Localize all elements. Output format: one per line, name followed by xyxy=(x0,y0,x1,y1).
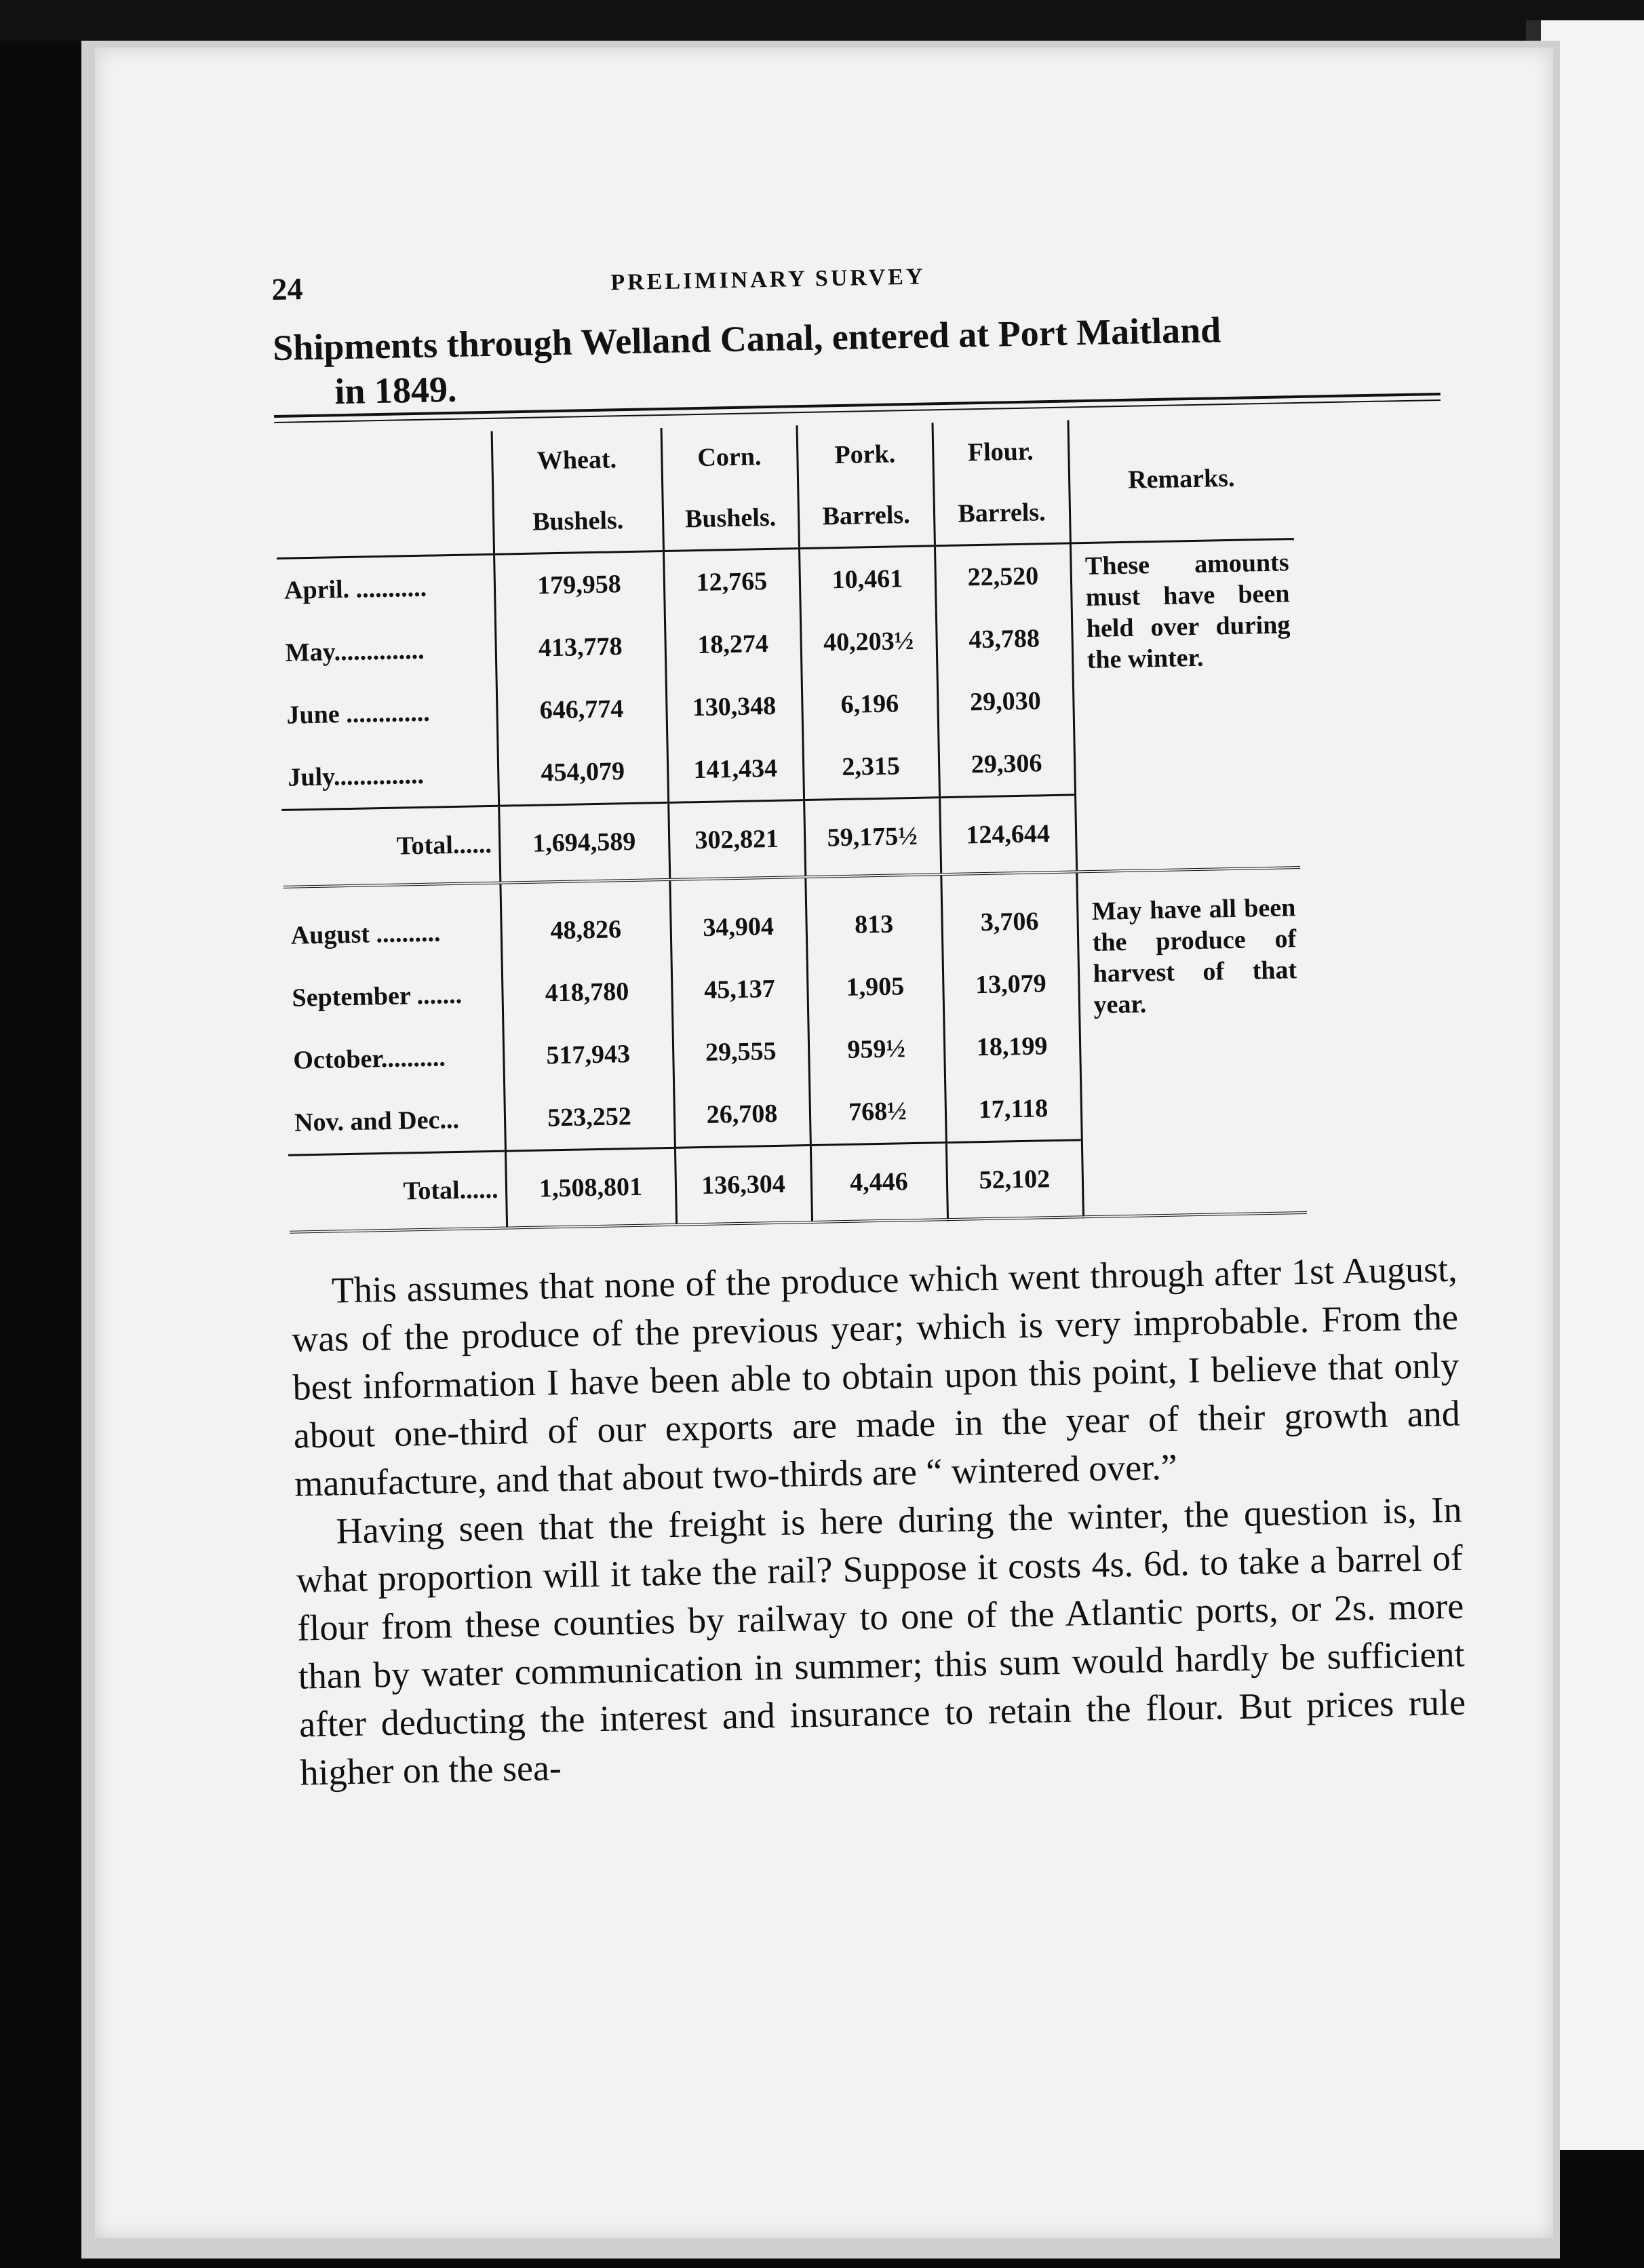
page-content xyxy=(271,249,1467,1797)
total-wheat: 1,508,801 xyxy=(505,1148,676,1228)
cell-corn: 141,434 xyxy=(667,737,804,802)
total-corn: 302,821 xyxy=(668,800,805,880)
cell-wheat: 179,958 xyxy=(494,551,665,617)
cell-pork: 2,315 xyxy=(802,734,939,800)
remark-section-2: May have all been the produce of harvest of that year. xyxy=(1091,893,1297,1019)
total-wheat: 1,694,589 xyxy=(498,802,669,882)
row-month: September ....... xyxy=(292,980,463,1013)
total-label: Total...... xyxy=(288,1151,507,1232)
page-number: 24 xyxy=(271,271,303,307)
cell-corn: 34,904 xyxy=(670,895,807,960)
cell-flour: 3,706 xyxy=(941,889,1078,954)
cell-flour: 29,030 xyxy=(937,669,1074,734)
cell-pork: 1,905 xyxy=(807,954,944,1019)
column-header-flour: Flour. Barrels. xyxy=(932,420,1070,545)
cell-corn: 12,765 xyxy=(663,549,800,614)
total-label: Total...... xyxy=(281,806,500,887)
row-month: April. ........... xyxy=(283,573,427,605)
column-header-corn: Corn. Bushels. xyxy=(661,425,799,551)
total-corn: 136,304 xyxy=(675,1145,812,1224)
paragraph-1: This assumes that none of the produce which went through after 1st August, was of the produce of the previous year; which is very improbable. From the best information I have been able to obtain upon this point, I believe that only about one-third of our exports are made in the year of their growth and manufacture, and that about two-thirds are “ wintered over.” xyxy=(291,1248,1461,1504)
table-title-line-2: in 1849. xyxy=(334,368,458,412)
cell-pork: 6,196 xyxy=(802,671,939,737)
table-title-line-1: Shipments through Welland Canal, entered at Port Maitland xyxy=(272,309,1221,368)
cell-wheat: 413,778 xyxy=(495,614,666,680)
cell-corn: 29,555 xyxy=(672,1019,809,1084)
table-header-row xyxy=(275,416,1294,558)
total-pork: 4,446 xyxy=(810,1143,947,1222)
total-flour: 124,644 xyxy=(939,795,1076,874)
column-header-wheat: Wheat. Bushels. xyxy=(492,428,663,554)
cell-wheat: 517,943 xyxy=(503,1022,673,1088)
scan-border xyxy=(0,0,1644,41)
cell-corn: 45,137 xyxy=(671,957,808,1022)
shipments-table xyxy=(275,416,1308,1247)
column-header-pork: Pork. Barrels. xyxy=(797,423,935,548)
cell-pork: 10,461 xyxy=(799,546,936,612)
cell-wheat: 646,774 xyxy=(496,677,667,743)
total-pork: 59,175½ xyxy=(804,798,941,877)
cell-flour: 29,306 xyxy=(938,731,1075,797)
row-month: August .......... xyxy=(290,918,441,950)
remark-section-1: These amounts must have been held over during the winter. xyxy=(1084,548,1291,675)
cell-corn: 130,348 xyxy=(666,674,803,739)
cell-pork: 813 xyxy=(806,892,943,957)
row-month: June ............. xyxy=(286,698,431,730)
cell-flour: 17,118 xyxy=(945,1076,1082,1142)
cell-wheat: 418,780 xyxy=(502,960,673,1025)
cell-flour: 43,788 xyxy=(936,606,1073,671)
cell-pork: 40,203½ xyxy=(800,609,937,674)
cell-pork: 959½ xyxy=(808,1017,945,1082)
running-head: PRELIMINARY SURVEY xyxy=(610,264,926,296)
total-flour: 52,102 xyxy=(946,1140,1083,1219)
cell-flour: 18,199 xyxy=(943,1014,1080,1079)
row-month: October.......... xyxy=(292,1043,446,1075)
cell-wheat: 523,252 xyxy=(504,1084,675,1151)
cell-wheat: 48,826 xyxy=(501,897,671,963)
cell-flour: 22,520 xyxy=(935,543,1072,609)
cell-flour: 13,079 xyxy=(943,952,1080,1017)
cell-pork: 768½ xyxy=(809,1079,946,1145)
row-month: Nov. and Dec... xyxy=(294,1105,460,1137)
row-month: July.............. xyxy=(287,760,425,792)
row-month: May.............. xyxy=(285,636,425,667)
cell-corn: 26,708 xyxy=(673,1082,810,1148)
paragraph-2: Having seen that the freight is here during the winter, the question is, In what proportion will it take the rail? Suppose it costs 4s. 6d. to take a barrel of flour from these counties by railway to one of the Atlantic ports, or 2s. more than by water communication in summer; this sum would hardly be sufficient after deducting the interest and insurance to retain the flour. But prices rule higher on the sea- xyxy=(296,1489,1466,1793)
column-header-remarks: Remarks. xyxy=(1068,416,1293,543)
month-header-blank xyxy=(275,431,494,559)
book-page xyxy=(95,47,1553,2238)
cell-wheat: 454,079 xyxy=(497,739,668,806)
body-text xyxy=(290,1245,1467,1797)
cell-corn: 18,274 xyxy=(665,612,802,677)
